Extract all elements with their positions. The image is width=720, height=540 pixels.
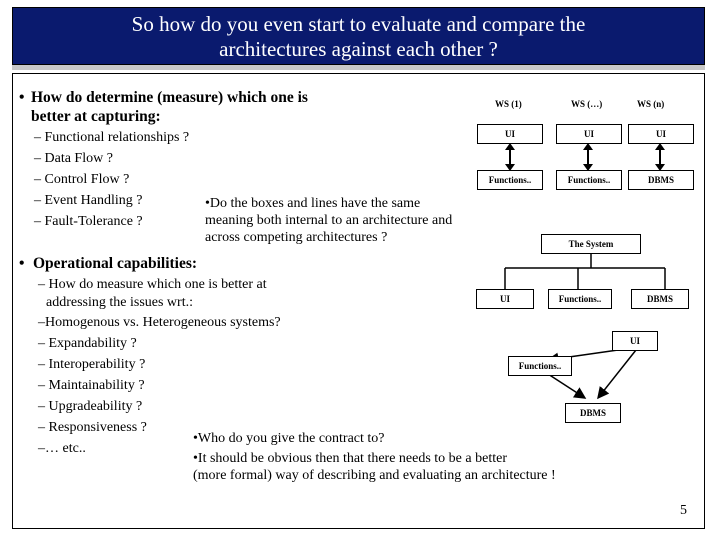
functions-box: Functions.. <box>548 289 612 309</box>
functions-box: Functions.. <box>508 356 572 376</box>
bullet-1: • <box>19 89 25 106</box>
dbms-box: DBMS <box>565 403 621 423</box>
section2-heading: Operational capabilities: <box>33 255 198 272</box>
ui-box: UI <box>556 124 622 144</box>
ws-header: WS (…) <box>571 99 603 109</box>
list-item: – Expandability ? <box>38 336 137 351</box>
list-item: – Upgradeability ? <box>38 399 143 414</box>
ui-box: UI <box>612 331 658 351</box>
page-number: 5 <box>680 503 687 518</box>
question2-line3: (more formal) way of describing and evaluating an architecture ! <box>193 468 556 483</box>
list-item: – Data Flow ? <box>34 151 113 166</box>
ws-header: WS (1) <box>495 99 522 109</box>
bullet-2: • <box>19 255 25 272</box>
question2-line2: •It should be obvious then that there needs to be a better <box>193 451 507 466</box>
question2-line1: •Who do you give the contract to? <box>193 431 385 446</box>
list-item: –Homogenous vs. Heterogeneous systems? <box>38 315 281 330</box>
section1-heading-line1: How do determine (measure) which one is <box>31 89 308 106</box>
list-item: – Interoperability ? <box>38 357 146 372</box>
dbms-box: DBMS <box>628 170 694 190</box>
ui-box: UI <box>628 124 694 144</box>
ui-box: UI <box>476 289 534 309</box>
question1-line1: •Do the boxes and lines have the same <box>205 196 421 211</box>
section1-heading-line2: better at capturing: <box>31 108 161 125</box>
list-item: –… etc.. <box>38 441 86 456</box>
ws-header: WS (n) <box>637 99 665 109</box>
list-item: – Control Flow ? <box>34 172 130 187</box>
title-line-1: So how do you even start to evaluate and compare the <box>131 12 586 36</box>
question1-line3: across competing architectures ? <box>205 230 388 245</box>
list-item: – How do measure which one is better at <box>38 277 267 292</box>
list-item: addressing the issues wrt.: <box>46 295 193 310</box>
system-box: The System <box>541 234 641 254</box>
list-item: – Fault-Tolerance ? <box>34 214 143 229</box>
list-item: – Functional relationships ? <box>34 130 190 145</box>
functions-box: Functions.. <box>556 170 622 190</box>
list-item: – Maintainability ? <box>38 378 145 393</box>
list-item: – Event Handling ? <box>34 193 143 208</box>
dbms-box: DBMS <box>631 289 689 309</box>
list-item: – Responsiveness ? <box>38 420 147 435</box>
question1-line2: meaning both internal to an architecture and <box>205 213 453 228</box>
functions-box: Functions.. <box>477 170 543 190</box>
title-line-2: architectures against each other ? <box>219 37 498 61</box>
ui-box: UI <box>477 124 543 144</box>
